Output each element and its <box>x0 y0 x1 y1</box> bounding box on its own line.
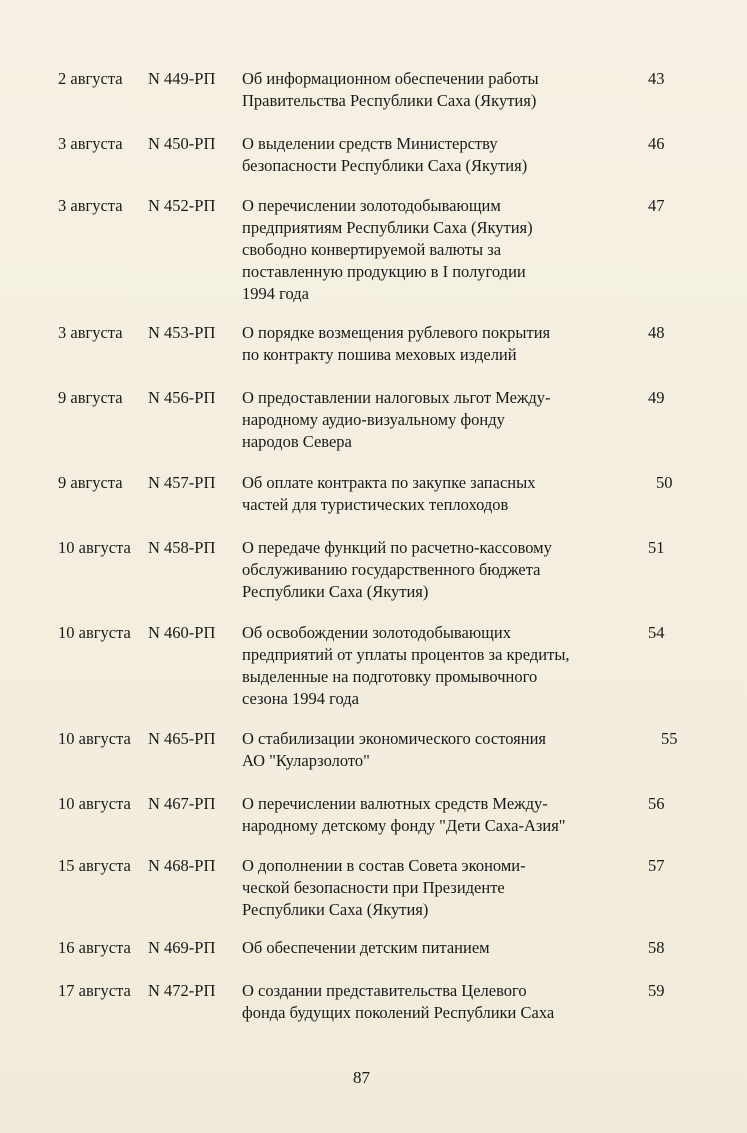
page-footer <box>0 1068 747 1088</box>
decree-number: N 456-РП <box>148 388 216 407</box>
decree-title-line: предприятиям Республики Саха (Якутия) <box>242 218 533 237</box>
decree-number: N 460-РП <box>148 623 216 642</box>
decree-date: 15 августа <box>58 856 131 875</box>
decree-date: 10 августа <box>58 538 131 557</box>
decree-date: 17 августа <box>58 981 131 1000</box>
decree-number: N 458-РП <box>148 538 216 557</box>
decree-title <box>242 472 622 516</box>
decree-page-ref: 47 <box>648 196 665 215</box>
decree-title-line: по контракту пошива меховых изделий <box>242 345 517 364</box>
decree-title-line: фонда будущих поколений Республики Саха <box>242 1003 555 1022</box>
decree-title-line: поставленную продукцию в I полугодии <box>242 262 526 281</box>
decree-date: 10 августа <box>58 623 131 642</box>
decree-title-line: О перечислении золотодобывающим <box>242 196 501 215</box>
decree-title <box>242 622 622 710</box>
decree-date: 3 августа <box>58 196 123 215</box>
decree-date: 10 августа <box>58 729 131 748</box>
decree-number: N 449-РП <box>148 69 216 88</box>
decree-title-line: ческой безопасности при Президенте <box>242 878 505 897</box>
decree-title-line: частей для туристических теплоходов <box>242 495 509 514</box>
decree-title-line: О стабилизации экономического состояния <box>242 729 546 748</box>
decree-date: 3 августа <box>58 134 123 153</box>
decree-title <box>242 68 622 112</box>
decree-page-ref: 46 <box>648 134 665 153</box>
decree-title-line: народов Севера <box>242 432 352 451</box>
decree-number: N 457-РП <box>148 473 216 492</box>
decree-title <box>242 855 622 921</box>
decree-number: N 465-РП <box>148 729 216 748</box>
decree-title-line: АО "Куларзолото" <box>242 751 370 770</box>
decree-title-line: предприятий от уплаты процентов за кредиты, <box>242 645 570 664</box>
page-number: 87 <box>353 1068 370 1087</box>
decree-date: 9 августа <box>58 388 123 407</box>
decree-page-ref: 58 <box>648 938 665 957</box>
decree-number: N 468-РП <box>148 856 216 875</box>
decree-title-line: Республики Саха (Якутия) <box>242 582 429 601</box>
decree-title-line: Правительства Республики Саха (Якутия) <box>242 91 537 110</box>
decree-title-line: 1994 года <box>242 284 309 303</box>
decree-title-line: О дополнении в состав Совета экономи- <box>242 856 526 875</box>
decree-title-line: Об обеспечении детским питанием <box>242 938 490 957</box>
decree-date: 9 августа <box>58 473 123 492</box>
decree-title <box>242 133 622 177</box>
decree-title <box>242 937 622 959</box>
decree-title-line: безопасности Республики Саха (Якутия) <box>242 156 528 175</box>
decree-date: 2 августа <box>58 69 123 88</box>
decree-title-line: народному аудио-визуальному фонду <box>242 410 505 429</box>
decree-page-ref: 56 <box>648 794 665 813</box>
decree-title-line: О предоставлении налоговых льгот Между- <box>242 388 551 407</box>
decree-title-line: О выделении средств Министерству <box>242 134 498 153</box>
decree-page-ref: 48 <box>648 323 665 342</box>
decree-title <box>242 728 622 772</box>
decree-page-ref: 43 <box>648 69 665 88</box>
decree-title <box>242 322 622 366</box>
decree-title-line: О создании представительства Целевого <box>242 981 527 1000</box>
decree-title <box>242 195 622 305</box>
decree-date: 10 августа <box>58 794 131 813</box>
decree-page-ref: 49 <box>648 388 665 407</box>
decree-title-line: О перечислении валютных средств Между- <box>242 794 548 813</box>
decree-title-line: Об освобождении золотодобывающих <box>242 623 511 642</box>
decree-title <box>242 793 622 837</box>
decree-title-line: народному детскому фонду "Дети Саха-Азия" <box>242 816 566 835</box>
decree-page-ref: 59 <box>648 981 665 1000</box>
decree-page-ref: 55 <box>661 729 678 748</box>
decree-page-ref: 54 <box>648 623 665 642</box>
decree-title-line: Республики Саха (Якутия) <box>242 900 429 919</box>
decree-date: 3 августа <box>58 323 123 342</box>
decree-page-ref: 57 <box>648 856 665 875</box>
decree-title-line: свободно конвертируемой валюты за <box>242 240 502 259</box>
decree-title-line: Об оплате контракта по закупке запасных <box>242 473 536 492</box>
decree-date: 16 августа <box>58 938 131 957</box>
decree-number: N 467-РП <box>148 794 216 813</box>
decree-title <box>242 980 622 1024</box>
decree-number: N 472-РП <box>148 981 216 1000</box>
decree-number: N 450-РП <box>148 134 216 153</box>
decree-title-line: О порядке возмещения рублевого покрытия <box>242 323 551 342</box>
decree-title <box>242 537 622 603</box>
decree-number: N 452-РП <box>148 196 216 215</box>
decree-title-line: обслуживанию государственного бюджета <box>242 560 541 579</box>
decree-page-ref: 51 <box>648 538 665 557</box>
decree-title-line: О передаче функций по расчетно-кассовому <box>242 538 552 557</box>
decree-title <box>242 387 622 453</box>
decree-title-line: сезона 1994 года <box>242 689 359 708</box>
decree-page-ref: 50 <box>656 473 673 492</box>
decree-title-line: выделенные на подготовку промывочного <box>242 667 538 686</box>
decree-number: N 469-РП <box>148 938 216 957</box>
decree-number: N 453-РП <box>148 323 216 342</box>
decree-title-line: Об информационном обеспечении работы <box>242 69 539 88</box>
